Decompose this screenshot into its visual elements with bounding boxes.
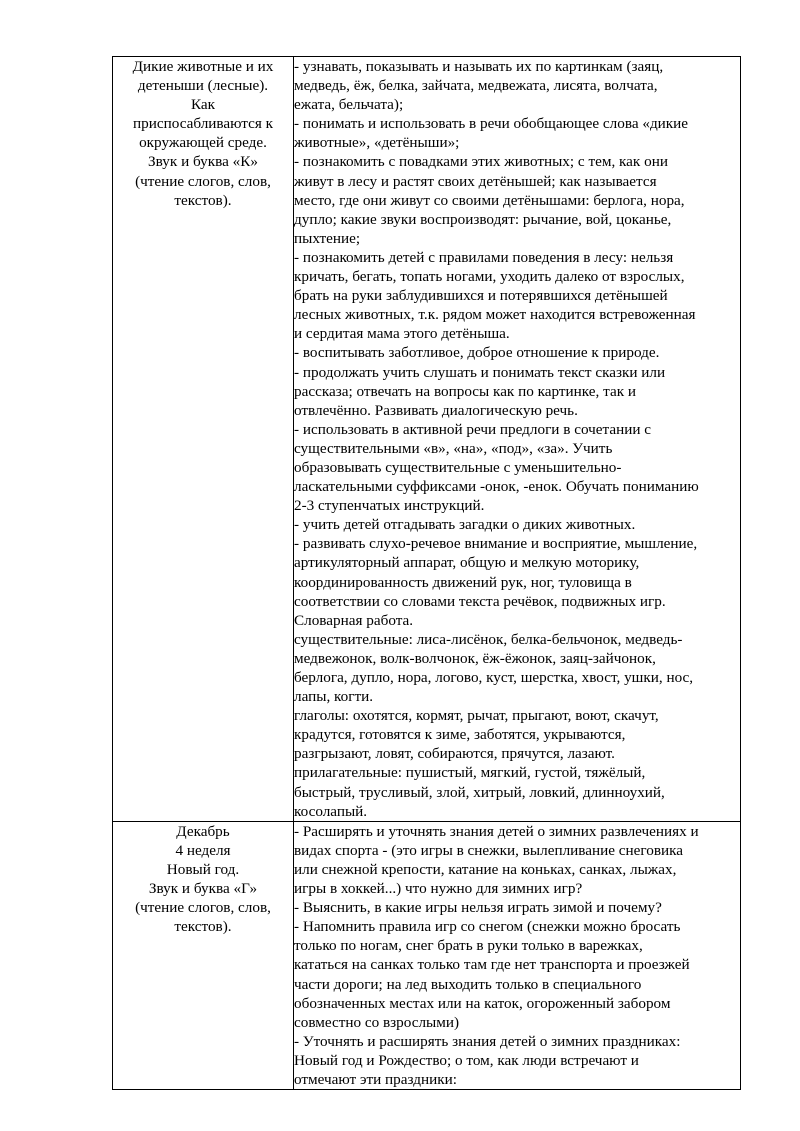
content-line: - узнавать, показывать и называть их по картинкам (заяц, <box>294 58 664 75</box>
content-line: косолапый. <box>294 802 368 820</box>
content-line: - продолжать учить слушать и понимать текст сказки или <box>294 363 666 381</box>
topic-line: 4 неделя <box>175 841 231 859</box>
lesson-plan-table <box>112 56 741 1090</box>
content-line: медвежонок, волк-волчонок, ёж-ёжонок, заяц-зайчонок, <box>294 649 656 667</box>
content-line: - познакомить с повадками этих животных; с тем, как они <box>294 153 668 171</box>
content-line: - использовать в активной речи предлоги в сочетании с <box>294 420 652 438</box>
content-line: только по ногам, снег брать в руки только в варежках, <box>294 937 643 955</box>
content-line: медведь, ёж, белка, зайчата, медвежата, лисята, волчата, <box>294 77 658 95</box>
content-line: координированность движений рук, ног, туловища в <box>294 573 632 591</box>
content-line: части дороги; на лед выходить только в специального <box>294 975 642 993</box>
content-line: крадутся, готовятся к зиме, заботятся, укрываются, <box>294 726 626 744</box>
content-line: - Напомнить правила игр со снегом (снежки можно бросать <box>294 918 681 936</box>
content-line: артикуляторный аппарат, общую и мелкую моторику, <box>294 554 640 572</box>
topic-line: Декабрь <box>176 822 230 840</box>
content-line: быстрый, трусливый, злой, хитрый, ловкий, длинноухий, <box>294 783 665 801</box>
content-line: лапы, когти. <box>294 688 374 706</box>
content-line: видах спорта - (это игры в снежки, вылепливание снеговика <box>294 841 684 859</box>
content-line: пыхтение; <box>294 229 361 247</box>
content-line: отмечают эти праздники: <box>294 1070 457 1088</box>
content-line: существительные: лиса-лисёнок, белка-бельчонок, медведь- <box>294 630 683 648</box>
content-line: дупло; какие звуки воспроизводят: рычание, вой, цоканье, <box>294 210 672 228</box>
table-row <box>113 821 741 1089</box>
content-line: живут в лесу и растят своих детёнышей; как называется <box>294 172 657 190</box>
topic-line: Как <box>190 96 216 114</box>
topic-line: текстов). <box>174 191 232 209</box>
table-row <box>113 57 741 822</box>
content-line: соответствии со словами текста речёвок, подвижных игр. <box>294 592 666 610</box>
content-line: образовывать существительные с уменьшительно- <box>294 458 622 476</box>
content-line: глаголы: охотятся, кормят, рычат, прыгают, воют, скачут, <box>294 707 659 725</box>
content-line: игры в хоккей...) что нужно для зимних игр? <box>294 880 583 898</box>
content-line: 2-3 ступенчатых инструкций. <box>294 497 485 515</box>
content-line: рассказа; отвечать на вопросы как по картинке, так и <box>294 382 637 400</box>
content-line: ежата, бельчата); <box>294 96 404 114</box>
content-line: - развивать слухо-речевое внимание и восприятие, мышление, <box>294 535 698 553</box>
content-line: лесных животных, т.к. рядом может находится встревоженная <box>294 306 696 324</box>
content-line: обозначенных местах или на каток, огороженный забором <box>294 994 671 1012</box>
content-cell <box>294 57 741 822</box>
content-line: кататься на санках только там где нет транспорта и проезжей <box>294 956 690 974</box>
topic-line: Звук и буква «Г» <box>148 880 258 898</box>
content-line: - воспитывать заботливое, доброе отношение к природе. <box>294 344 660 362</box>
content-line: - Расширять и уточнять знания детей о зимних развлечениях и <box>294 822 699 840</box>
content-line: отвлечённо. Развивать диалогическую речь. <box>294 401 578 419</box>
content-line: брать на руки заблудившихся и потерявшихся детёнышей <box>294 287 668 305</box>
content-line: - познакомить детей с правилами поведения в лесу: нельзя <box>294 248 674 266</box>
content-line: - понимать и использовать в речи обобщающее слова «дикие <box>294 115 689 133</box>
topic-line: текстов). <box>174 918 232 936</box>
content-cell <box>294 821 741 1089</box>
content-line: существительными «в», «на», «под», «за». Учить <box>294 439 613 457</box>
content-line: - Уточнять и расширять знания детей о зимних праздниках: <box>294 1032 681 1050</box>
topic-line: Дикие животные и их <box>132 58 274 75</box>
content-line: - Выяснить, в какие игры нельзя играть зимой и почему? <box>294 899 662 917</box>
content-line: Новый год и Рождество; о том, как люди встречают и <box>294 1051 639 1069</box>
content-line: Словарная работа. <box>294 611 414 629</box>
content-line: берлога, дупло, нора, логово, куст, шерстка, хвост, ушки, нос, <box>294 669 694 686</box>
content-line: прилагательные: пушистый, мягкий, густой, тяжёлый, <box>294 764 646 782</box>
content-line: - учить детей отгадывать загадки о диких животных. <box>294 516 636 534</box>
topic-line: детеныши (лесные). <box>137 77 269 95</box>
topic-line: приспосабливаются к <box>133 115 273 133</box>
topic-line: Звук и буква «К» <box>148 153 258 171</box>
content-line: разгрызают, ловят, собираются, прячутся, лазают. <box>294 745 615 763</box>
topic-line: окружающей среде. <box>139 134 267 152</box>
topic-cell <box>113 821 294 1089</box>
content-line: животные», «детёныши»; <box>294 134 460 152</box>
content-line: место, где они живут со своими детёнышами: берлога, нора, <box>294 191 685 209</box>
topic-line: (чтение слогов, слов, <box>135 172 271 190</box>
content-line: совместно со взрослыми) <box>294 1013 460 1031</box>
topic-cell <box>113 57 294 822</box>
topic-line: Новый год. <box>166 860 240 878</box>
content-line: ласкательными суффиксами -онок, -енок. Обучать пониманию <box>294 478 699 496</box>
content-line: и сердитая мама этого детёныша. <box>294 325 510 343</box>
content-line: кричать, бегать, топать ногами, уходить далеко от взрослых, <box>294 268 685 286</box>
topic-line: (чтение слогов, слов, <box>135 899 271 917</box>
content-line: или снежной крепости, катание на коньках, санках, лыжах, <box>294 860 677 878</box>
